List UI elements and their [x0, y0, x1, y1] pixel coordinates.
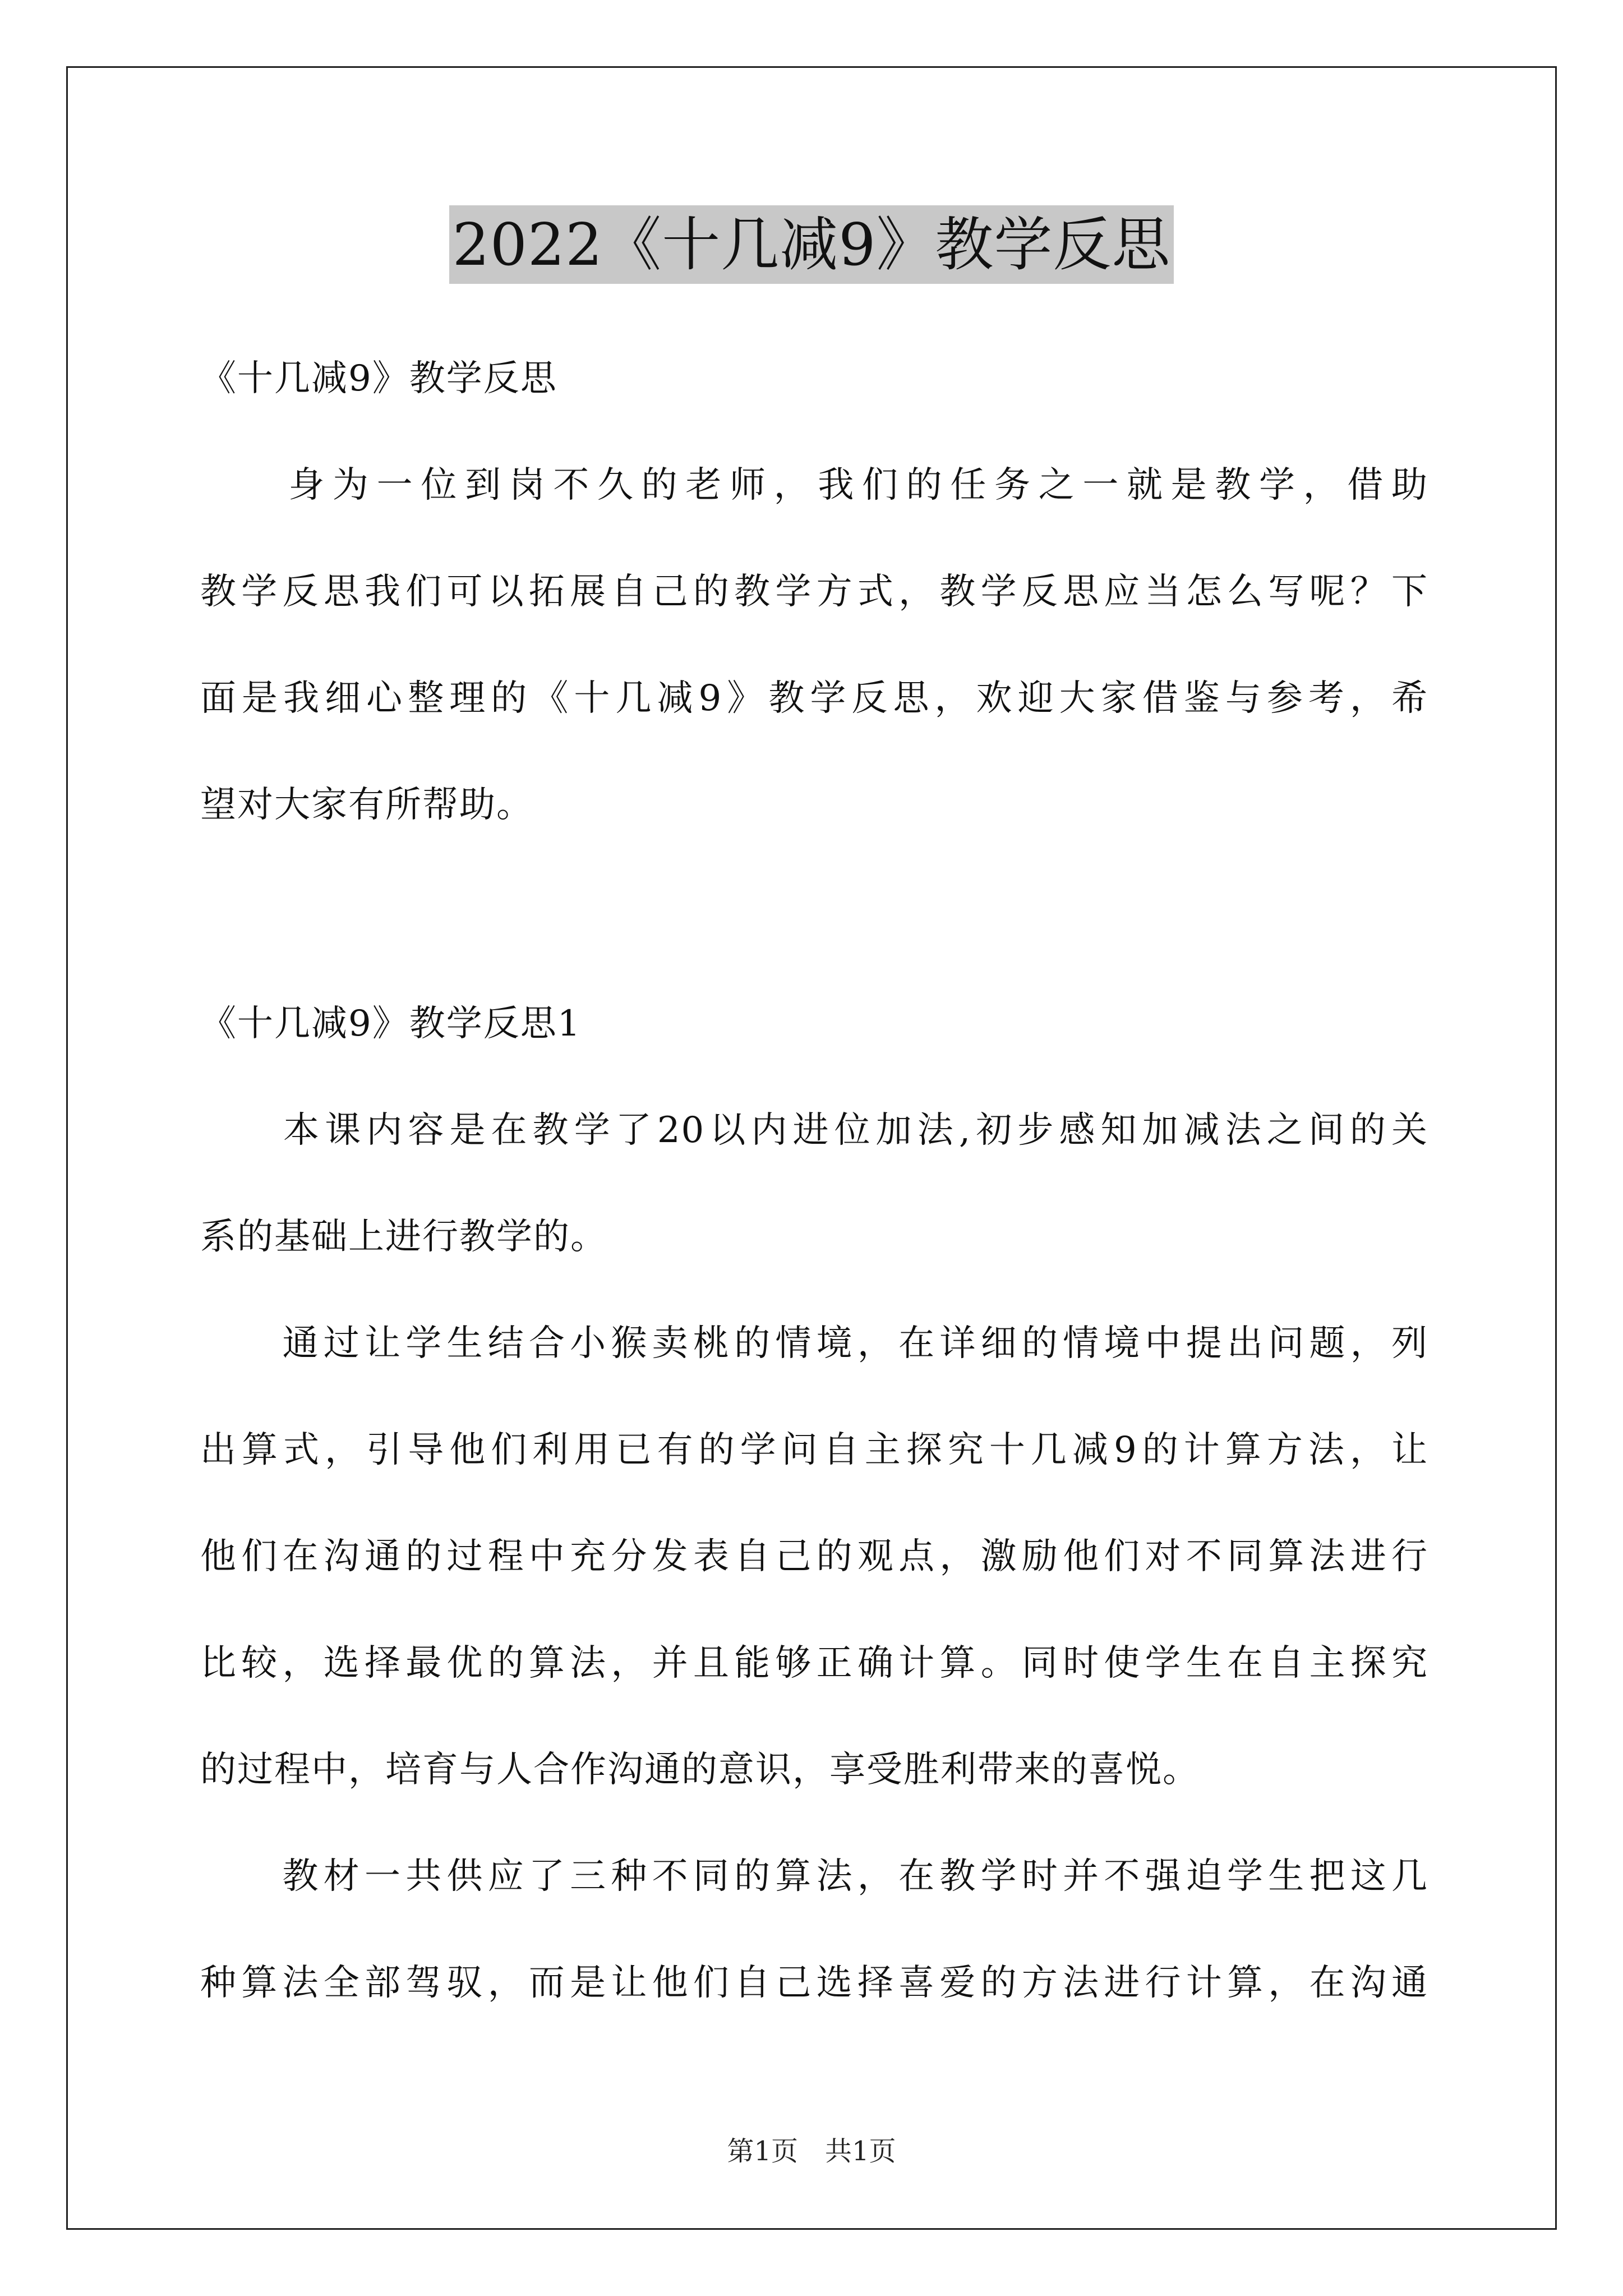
intro-line-3: 面是我细心整理的《十几减9》教学反思，欢迎大家借鉴与参考，希: [200, 678, 1428, 719]
document-title: [0, 205, 1623, 284]
paragraph-line-6: 比较，选择最优的算法，并且能够正确计算。同时使学生在自主探究: [200, 1642, 1428, 1684]
paragraph-line-5: 他们在沟通的过程中充分发表自己的观点，激励他们对不同算法进行: [200, 1536, 1428, 1577]
document-subtitle: 《十几减9》教学反思: [200, 358, 557, 399]
paragraph-line-9: 种算法全部驾驭，而是让他们自己选择喜爱的方法进行计算，在沟通: [200, 1962, 1428, 2004]
paragraph-line-8: 教材一共供应了三种不同的算法，在教学时并不强迫学生把这几: [200, 1856, 1428, 1897]
paragraph-line-3: 通过让学生结合小猴卖桃的情境，在详细的情境中提出问题，列: [200, 1323, 1428, 1364]
paragraph-line-1: 本课内容是在教学了20以内进位加法,初步感知加减法之间的关: [200, 1110, 1428, 1151]
document-title-text: 2022《十几减9》教学反思: [449, 205, 1174, 284]
intro-line-2: 教学反思我们可以拓展自己的教学方式，教学反思应当怎么写呢？下: [200, 571, 1428, 613]
page-footer: 第1页 共1页: [727, 2136, 896, 2167]
intro-line-1: 身为一位到岗不久的老师，我们的任务之一就是教学，借助: [200, 464, 1428, 506]
paragraph-line-2: 系的基础上进行教学的。: [200, 1216, 607, 1258]
intro-line-4: 望对大家有所帮助。: [200, 784, 533, 826]
paragraph-line-4: 出算式，引导他们利用已有的学问自主探究十几减9的计算方法，让: [200, 1429, 1428, 1471]
section-heading: 《十几减9》教学反思1: [200, 1003, 582, 1045]
paragraph-line-7: 的过程中，培育与人合作沟通的意识，享受胜利带来的喜悦。: [200, 1749, 1200, 1791]
